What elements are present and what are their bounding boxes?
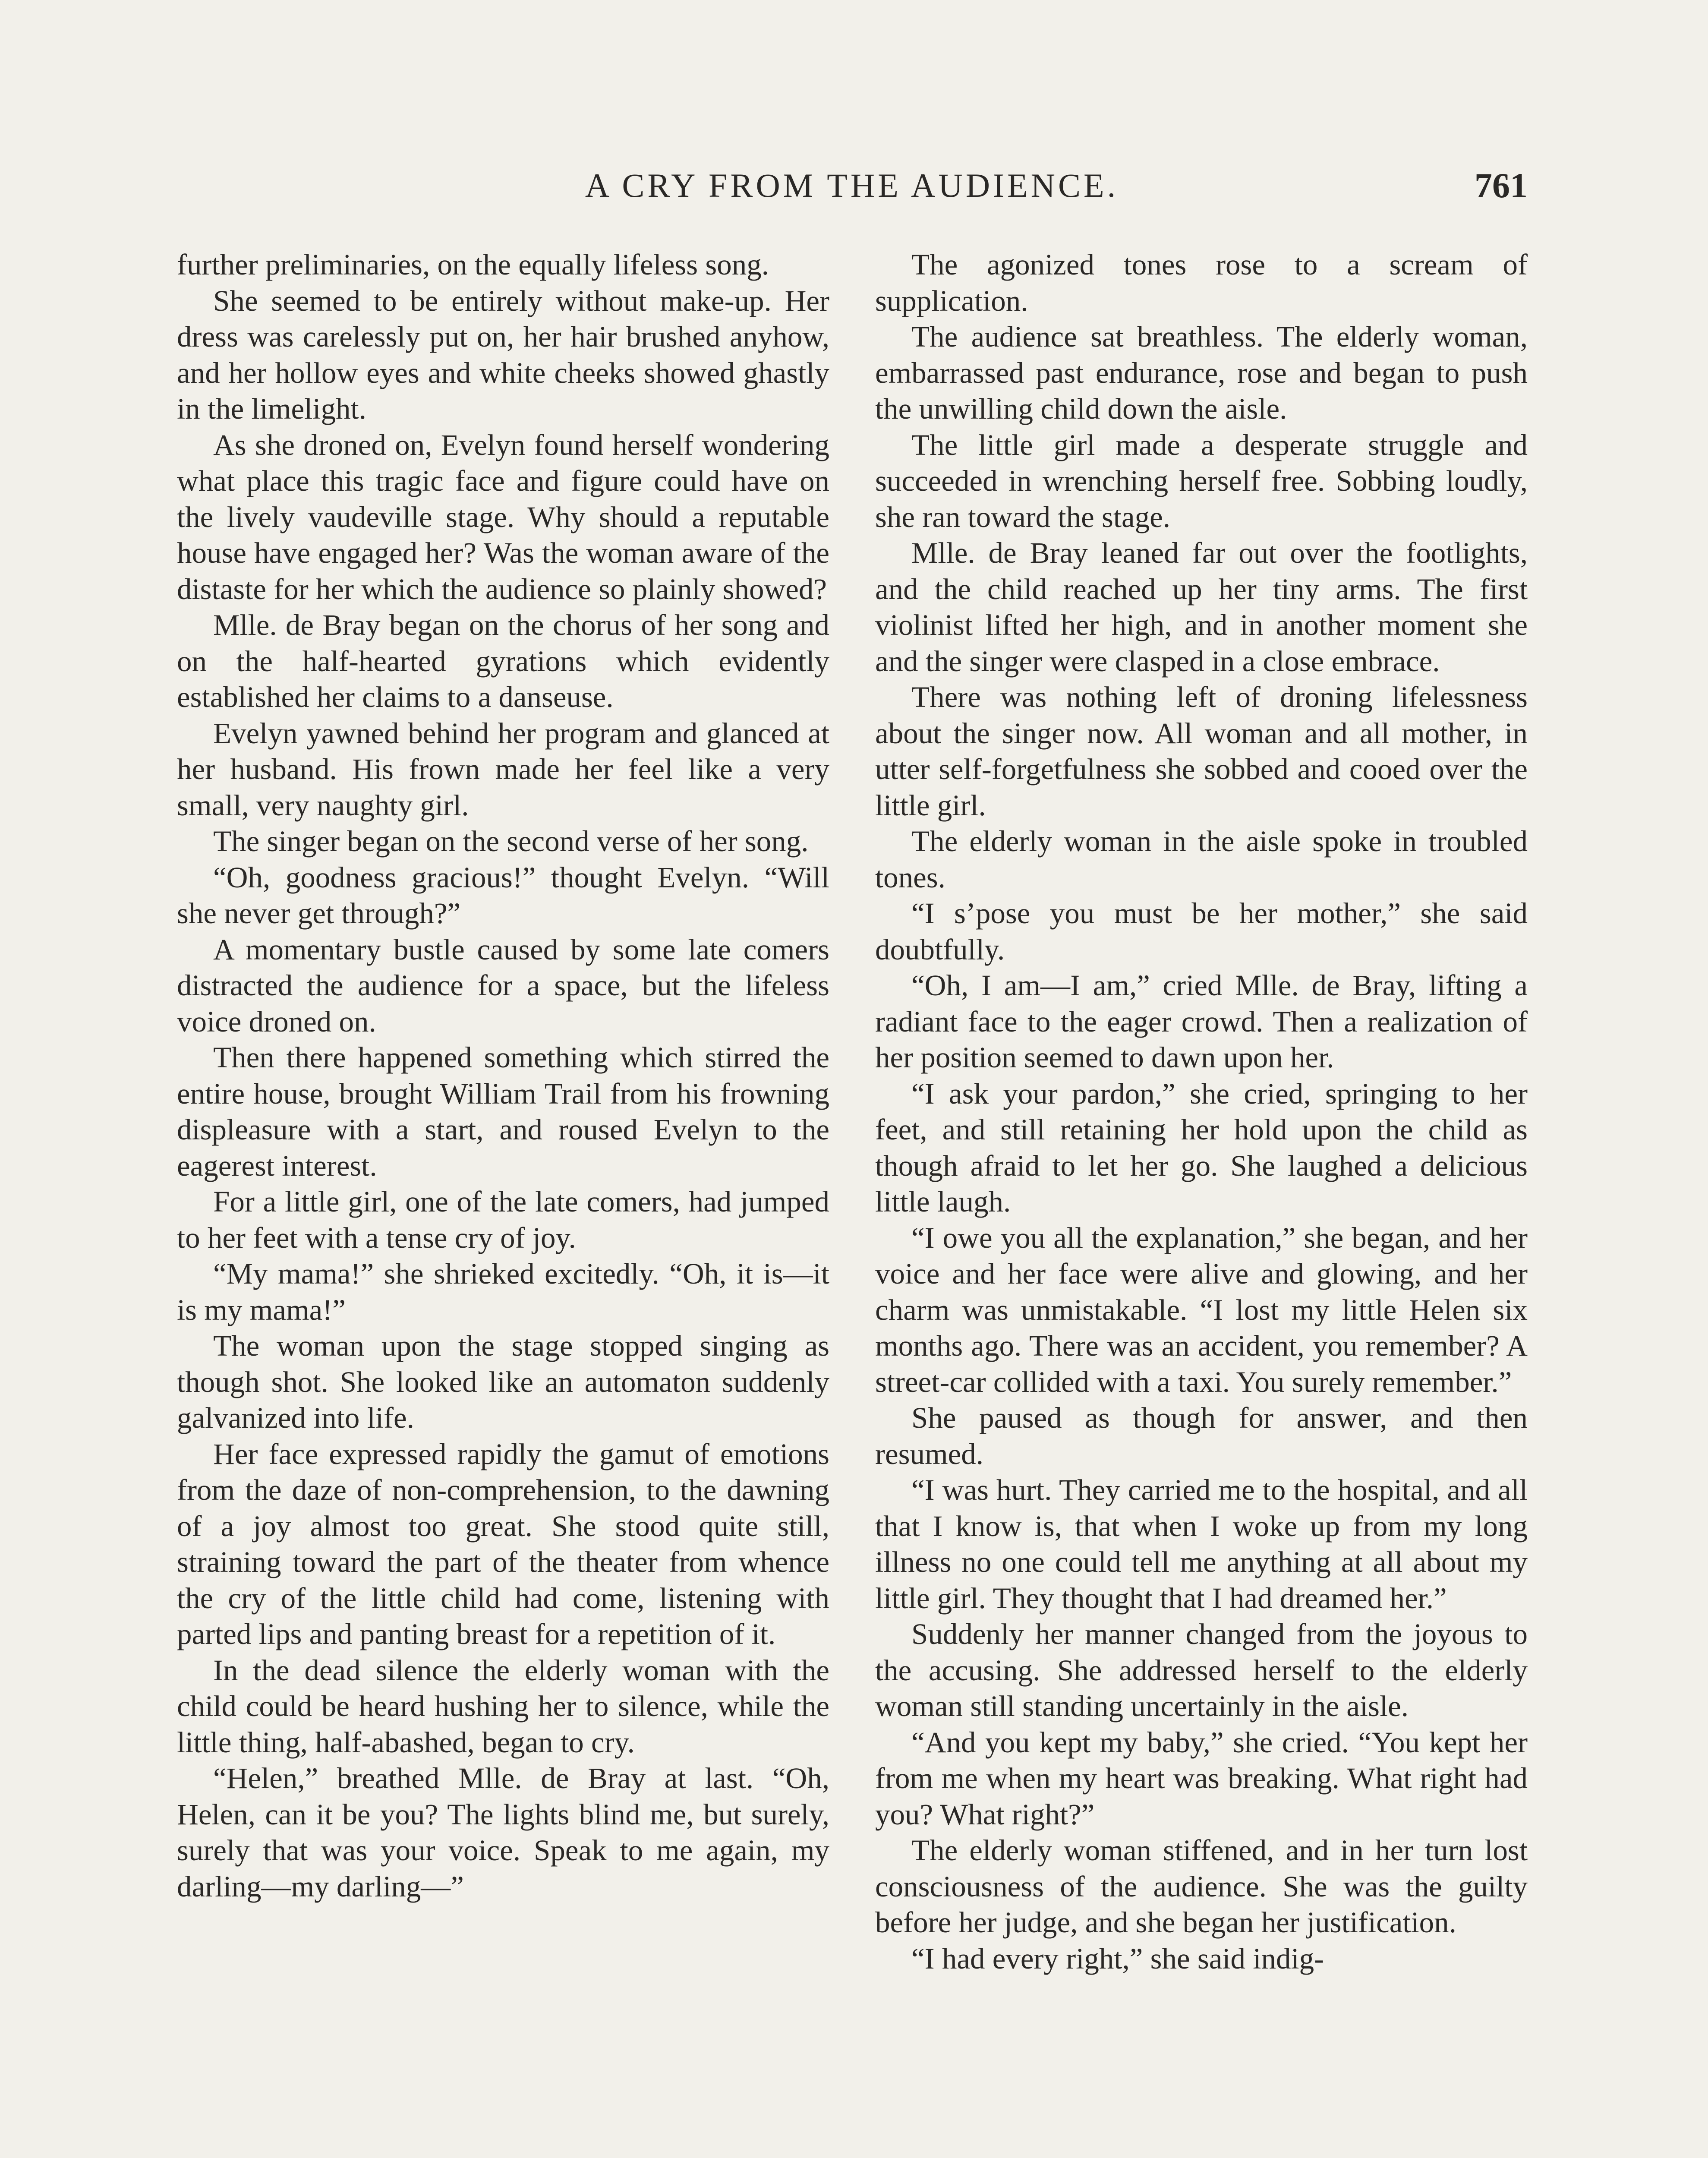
paragraph: She seemed to be entirely without make-up. Her dress was carelessly put on, her hair brushed anyhow, and her hollow eyes and white cheeks showed ghastly in the limelight. bbox=[177, 284, 829, 425]
right-column bbox=[875, 247, 1528, 2158]
paragraph: As she droned on, Evelyn found herself wondering what place this tragic face and figure could have on the lively vaudeville stage. Why should a reputable house have engaged her? Was the woman aware of the distaste for her which the audience so plainly showed? bbox=[177, 428, 829, 606]
paragraph: Then there happened something which stirred the entire house, brought William Trail from his frowning displeasure with a start, and roused Evelyn to the eagerest interest. bbox=[177, 1041, 829, 1182]
paragraph: Mlle. de Bray began on the chorus of her song and on the half-hearted gyrations which evidently established her claims to a danseuse. bbox=[177, 609, 829, 713]
paragraph: The singer began on the second verse of her song. bbox=[213, 825, 809, 858]
paragraph: “Helen,” breathed Mlle. de Bray at last. “Oh, Helen, can it be you? The lights blind me, but surely, surely that was your voice. Speak to me again, my darling—my darling—” bbox=[177, 1762, 829, 1903]
paragraph: “I had every right,” she said indig- bbox=[911, 1942, 1324, 1975]
paragraph: In the dead silence the elderly woman with the child could be heard hushing her to silence, while the little thing, half-abashed, began to cry. bbox=[177, 1653, 829, 1759]
paragraph: “I owe you all the explanation,” she began, and her voice and her face were alive and glowing, and her charm was unmistakable. “I lost my little Helen six months ago. There was an accident, you remember? A street-car collided with a taxi. You surely remember.” bbox=[875, 1221, 1528, 1398]
paragraph: “Oh, goodness gracious!” thought Evelyn. “Will she never get through?” bbox=[177, 861, 829, 930]
paragraph: Mlle. de Bray leaned far out over the footlights, and the child reached up her tiny arms. The first violinist lifted her high, and in another moment she and the singer were clasped in a close embrace. bbox=[875, 536, 1528, 678]
paragraph: For a little girl, one of the late comers, had jumped to her feet with a tense cry of joy. bbox=[177, 1185, 829, 1254]
paragraph: Suddenly her manner changed from the joyous to the accusing. She addressed herself to the elderly woman still standing uncertainly in the aisle. bbox=[875, 1618, 1528, 1723]
page-number: 761 bbox=[1475, 166, 1528, 205]
paragraph: The elderly woman in the aisle spoke in troubled tones. bbox=[875, 825, 1528, 894]
paragraph: “I was hurt. They carried me to the hospital, and all that I know is, that when I woke up from my long illness no one could tell me anything at all about my little girl. They thought that I had dreamed her.” bbox=[875, 1473, 1528, 1615]
paragraph: “Oh, I am—I am,” cried Mlle. de Bray, lifting a radiant face to the eager crowd. Then a realization of her position seemed to dawn upon her. bbox=[875, 969, 1528, 1074]
paragraph: “My mama!” she shrieked excitedly. “Oh, it is—it is my mama!” bbox=[177, 1257, 829, 1326]
paragraph: The woman upon the stage stopped singing as though shot. She looked like an automaton suddenly galvanized into life. bbox=[177, 1329, 829, 1434]
paragraph: “I ask your pardon,” she cried, springing to her feet, and still retaining her hold upon the child as though afraid to let her go. She laughed a delicious little laugh. bbox=[875, 1077, 1528, 1218]
running-title: A CRY FROM THE AUDIENCE. bbox=[585, 167, 1119, 204]
paragraph: The elderly woman stiffened, and in her turn lost consciousness of the audience. She was the guilty before her judge, and she began her justification. bbox=[875, 1834, 1528, 1939]
paragraph: There was nothing left of droning lifelessness about the singer now. All woman and all mother, in utter self-forgetfulness she sobbed and cooed over the little girl. bbox=[875, 681, 1528, 822]
paragraph: Her face expressed rapidly the gamut of emotions from the daze of non-comprehension, to the dawning of a joy almost too great. She stood quite still, straining toward the part of the theater from whence the cry of the little child had come, listening with parted lips and panting breast for a repetition of it. bbox=[177, 1437, 829, 1650]
paragraph: The little girl made a desperate struggle and succeeded in wrenching herself free. Sobbing loudly, she ran toward the stage. bbox=[875, 428, 1528, 533]
paragraph: further preliminaries, on the equally lifeless song. bbox=[177, 248, 769, 281]
paragraph: Evelyn yawned behind her program and glanced at her husband. His frown made her feel like a very small, very naughty girl. bbox=[177, 716, 829, 822]
paragraph: The audience sat breathless. The elderly woman, embarrassed past endurance, rose and began to push the unwilling child down the aisle. bbox=[875, 320, 1528, 425]
paragraph: She paused as though for answer, and then resumed. bbox=[875, 1401, 1528, 1470]
paragraph: The agonized tones rose to a scream of supplication. bbox=[875, 248, 1528, 317]
left-column bbox=[177, 247, 829, 2158]
page-header bbox=[176, 162, 1528, 209]
paragraph: A momentary bustle caused by some late comers distracted the audience for a space, but the lifeless voice droned on. bbox=[177, 933, 829, 1038]
paragraph: “And you kept my baby,” she cried. “You kept her from me when my heart was breaking. What right had you? What right?” bbox=[875, 1726, 1528, 1831]
paragraph: “I s’pose you must be her mother,” she said doubtfully. bbox=[875, 897, 1528, 966]
